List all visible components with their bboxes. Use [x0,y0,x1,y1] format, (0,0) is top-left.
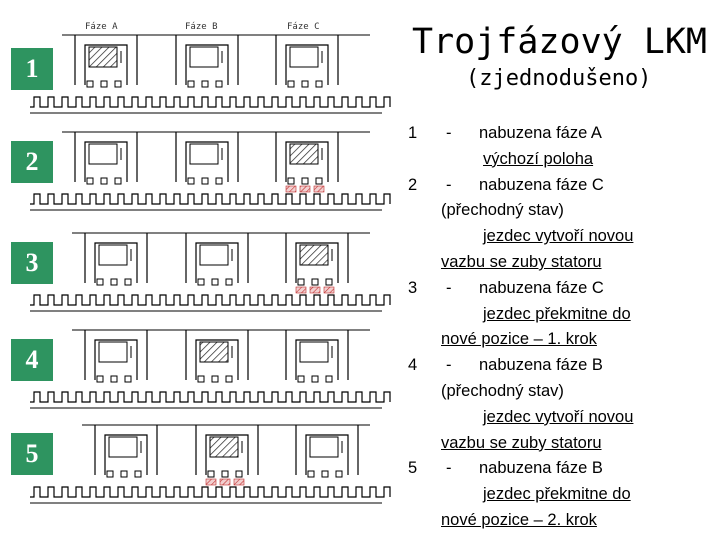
stator-teeth [30,487,390,497]
step-description-list [400,121,715,534]
step-badge-5: 5 [11,433,53,475]
pole-tooth [298,376,304,382]
pole-tooth [212,279,218,285]
pole-tooth [202,178,208,184]
coil-icon [190,47,218,67]
pole-tooth [222,471,228,477]
flux-mark [314,186,324,192]
desc-row [400,276,715,302]
coil-icon [290,47,318,67]
desc-text: nabuzena fáze C [479,175,604,194]
desc-dash: - [446,356,452,375]
desc-dash: - [446,124,452,142]
desc-text: jezdec překmitne do [483,485,631,504]
pole-tooth [216,178,222,184]
desc-row [400,508,715,534]
desc-text: nabuzena fáze C [479,278,604,297]
coil-icon [99,245,127,265]
flux-mark [206,479,216,485]
stator-teeth [30,295,390,305]
pole-tooth [115,178,121,184]
pole-tooth [322,471,328,477]
pole-tooth [97,376,103,382]
pole-tooth [326,376,332,382]
pole-tooth [115,81,121,87]
coil-icon [300,342,328,362]
pole-tooth [312,376,318,382]
desc-text: jezdec vytvoří novou [483,407,634,426]
stator-teeth [30,194,390,204]
desc-row [400,250,715,276]
page-title: Trojfázový LKM [412,22,708,62]
desc-row [400,198,715,224]
pole-tooth [302,178,308,184]
coil-icon [109,437,137,457]
stator-teeth [30,392,390,402]
pole-tooth [336,471,342,477]
pole-tooth [288,81,294,87]
pole-tooth [302,81,308,87]
pole-tooth [111,279,117,285]
desc-text: (přechodný stav) [441,381,564,400]
page-subtitle: (zjednodušeno) [466,66,652,91]
coil-icon [99,342,127,362]
desc-row [400,353,715,379]
pole-tooth [188,178,194,184]
flux-mark [300,186,310,192]
desc-dash: - [446,175,452,194]
desc-step-number: 4 [408,356,418,375]
desc-text: výchozí poloha [483,149,594,168]
pole-tooth [312,279,318,285]
energized-coil-icon [200,342,228,362]
flux-mark [286,186,296,192]
pole-tooth [121,471,127,477]
desc-row [400,327,715,353]
desc-dash: - [446,278,452,297]
pole-tooth [298,279,304,285]
pole-tooth [226,279,232,285]
desc-row [400,147,715,173]
desc-text: nabuzena fáze A [479,124,602,142]
desc-text: nové pozice – 1. krok [441,330,597,349]
pole-tooth [236,471,242,477]
pole-tooth [226,376,232,382]
pole-tooth [316,178,322,184]
phase-label-a: Fáze A [85,22,118,32]
desc-text: jezdec vytvoří novou [483,227,634,246]
desc-row [400,405,715,431]
phase-label-c: Fáze C [287,22,320,32]
flux-mark [234,479,244,485]
flux-mark [310,287,320,293]
step-badge-1: 1 [11,48,53,90]
energized-coil-icon [210,437,238,457]
step-badge-4: 4 [11,339,53,381]
step-badge-2: 2 [11,141,53,183]
pole-tooth [202,81,208,87]
desc-row [400,482,715,508]
desc-row [400,121,715,147]
desc-step-number: 3 [408,278,418,297]
flux-mark [324,287,334,293]
coil-icon [310,437,338,457]
desc-text: nové pozice – 2. krok [441,510,597,529]
desc-row [400,456,715,482]
pole-tooth [198,376,204,382]
desc-step-number: 1 [408,124,418,142]
pole-tooth [87,178,93,184]
pole-tooth [316,81,322,87]
desc-text: nabuzena fáze B [479,356,603,375]
pole-tooth [111,376,117,382]
pole-tooth [101,81,107,87]
energized-coil-icon [89,47,117,67]
flux-mark [296,287,306,293]
desc-row [400,302,715,328]
step-badge-3: 3 [11,242,53,284]
desc-row [400,431,715,457]
desc-row [400,224,715,250]
desc-text: (přechodný stav) [441,201,564,220]
stator-teeth [30,97,390,107]
pole-tooth [125,279,131,285]
pole-tooth [198,279,204,285]
pole-tooth [188,81,194,87]
phase-label-b: Fáze B [185,22,218,32]
desc-row [400,173,715,199]
pole-tooth [101,178,107,184]
coil-icon [200,245,228,265]
desc-text: vazbu se zuby statoru [441,433,602,452]
pole-tooth [125,376,131,382]
coil-icon [190,144,218,164]
pole-tooth [135,471,141,477]
desc-row [400,379,715,405]
desc-step-number: 5 [408,459,418,478]
desc-text: jezdec překmitne do [483,304,631,323]
pole-tooth [208,471,214,477]
flux-mark [220,479,230,485]
pole-tooth [97,279,103,285]
desc-text: nabuzena fáze B [479,459,603,478]
pole-tooth [288,178,294,184]
pole-tooth [212,376,218,382]
desc-step-number: 2 [408,175,418,194]
energized-coil-icon [290,144,318,164]
desc-text: vazbu se zuby statoru [441,252,602,271]
pole-tooth [107,471,113,477]
pole-tooth [216,81,222,87]
desc-dash: - [446,459,452,478]
pole-tooth [326,279,332,285]
energized-coil-icon [300,245,328,265]
pole-tooth [87,81,93,87]
pole-tooth [308,471,314,477]
coil-icon [89,144,117,164]
